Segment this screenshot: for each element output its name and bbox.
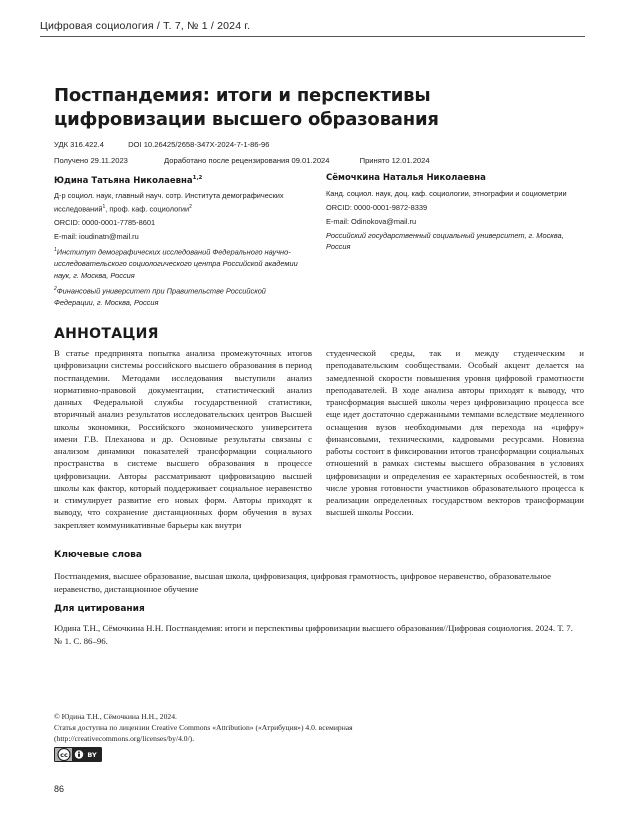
keywords-text: Постпандемия, высшее образование, высшая школа, цифровизация, цифровая грамотность, цифровое неравенство, образовательное неравенство, дистанционное обучение <box>54 571 552 594</box>
article-title: Постпандемия: итоги и перспективы цифровизации высшего образования <box>54 85 439 130</box>
identifiers-line <box>54 140 270 149</box>
author-1-position: Д-р социол. наук, главный науч. сотр. Института демографических исследований$^1$, проф. каф. социологии$^2$ <box>54 191 284 214</box>
cc-logo-text: cc <box>60 751 68 759</box>
cc-by-text: BY <box>87 751 97 760</box>
license-statement: Статья доступна по лицензии Creative Commons «Attribution» («Атрибуция») 4.0. всемирная <box>54 723 353 733</box>
header-divider <box>40 36 585 37</box>
abstract-column-right: студенческой среды, так и между студенческим и преподавательским сообществами. Особый акцент делается на замедленной скорости повышения уровня цифровой грамотности преподавателей. В ходе анализа авторы приходят к выводу, что трансформация высшей школы через цифровизацию процесса все еще идет достаточно сдержанными темпами вследствие медленного оснащения вузов необходимыми для перехода на «цифру» финансовыми, техническими, кадровыми ресурсами. Новизна работы состоит в фиксировании итогов трансформации социальных отношений в рамках системы высшего образования в условиях цифровизации и определения ее характерных особенностей, в том числе уровня готовности участников образовательного процесса к реализации определенных государством векторов трансформации высшей школы России. <box>326 348 584 518</box>
author-2-name: Сёмочкина Наталья Николаевна <box>326 173 486 183</box>
citation-text: Юдина Т.Н., Сёмочкина Н.Н. Постпандемия: итоги и перспективы цифровизации высшего образования//Цифровая социология. 2024. Т. 7. № 1. С. 86–96. <box>54 623 573 646</box>
copyright-line: © Юдина Т.Н., Сёмочкина Н.Н., 2024. <box>54 712 177 721</box>
doi[interactable]: DOI 10.26425/2658-347X-2024-7-1-86-96 <box>128 140 270 149</box>
license-block <box>54 711 353 745</box>
abstract-heading: АННОТАЦИЯ <box>54 326 159 342</box>
page-number: 86 <box>54 784 65 794</box>
revised-date: Доработано после рецензирования 09.01.2024 <box>164 156 330 165</box>
author-block-1 <box>54 173 304 311</box>
accepted-date: Принято 12.01.2024 <box>359 156 430 165</box>
license-url[interactable]: (http://creativecommons.org/licenses/by/4.0/). <box>54 734 195 744</box>
abstract-column-left: В статье предпринята попытка анализа промежуточных итогов цифровизации системы российского высшего образования в период постпандемии. Методами исследования выступили анализ нормативно-правовой документации, статистический анализ данных Федеральной службы государственной статистики, вторичный анализ результатов исследовательских центров Высшей школы экономики, Российского экономического университета имени Г.В. Плеханова и др. Основные результаты связаны с анализом динамики показателей трансформации социального пространства в системе высшего образования в процессе цифровизации. Авторы рассматривают цифровизацию высшей школы как фактор, который поддерживает социальное неравенство и стимулирует развитие его новых форм. Авторы приходят к выводу, что сохранение дистанционных форм обучения в вузах закрепляет коммуникативные барьеры как внутри <box>54 348 312 530</box>
author-2-affiliation: Российский государственный социальный университет, г. Москва, Россия <box>326 230 564 251</box>
author-2-orcid[interactable]: ORCID: 0000-0001-9872-8339 <box>326 202 428 212</box>
author-1-affiliation-1: $^1$Институт демографических исследований Федерального научно-исследовательского социологического центра Российской академии наук, г. Москва, Россия <box>54 247 298 280</box>
author-1-email[interactable]: E-mail: ioudinatn@mail.ru <box>54 232 139 242</box>
author-1-affiliation-2: $^2$Финансовый университет при Правительстве Российской Федерации, г. Москва, Россия <box>54 285 266 307</box>
author-block-2 <box>326 173 576 255</box>
keywords-heading: Ключевые слова <box>54 550 142 560</box>
cc-by-license-icon[interactable] <box>54 747 102 762</box>
author-1-name: Юдина Татьяна Николаевна$^{1,2}$ <box>54 175 203 186</box>
udk: УДК 316.422.4 <box>54 140 104 149</box>
running-head: Цифровая социология / Т. 7, № 1 / 2024 г. <box>40 20 251 32</box>
author-2-email[interactable]: E-mail: Odinokova@mail.ru <box>326 216 417 226</box>
citation-heading: Для цитирования <box>54 604 145 614</box>
author-2-position: Канд. социол. наук, доц. каф. социологии, этнографии и социометрии <box>326 188 567 198</box>
dates-line <box>54 156 430 165</box>
received-date: Получено 29.11.2023 <box>54 156 128 165</box>
author-1-orcid[interactable]: ORCID: 0000-0001-7785-8601 <box>54 218 156 228</box>
